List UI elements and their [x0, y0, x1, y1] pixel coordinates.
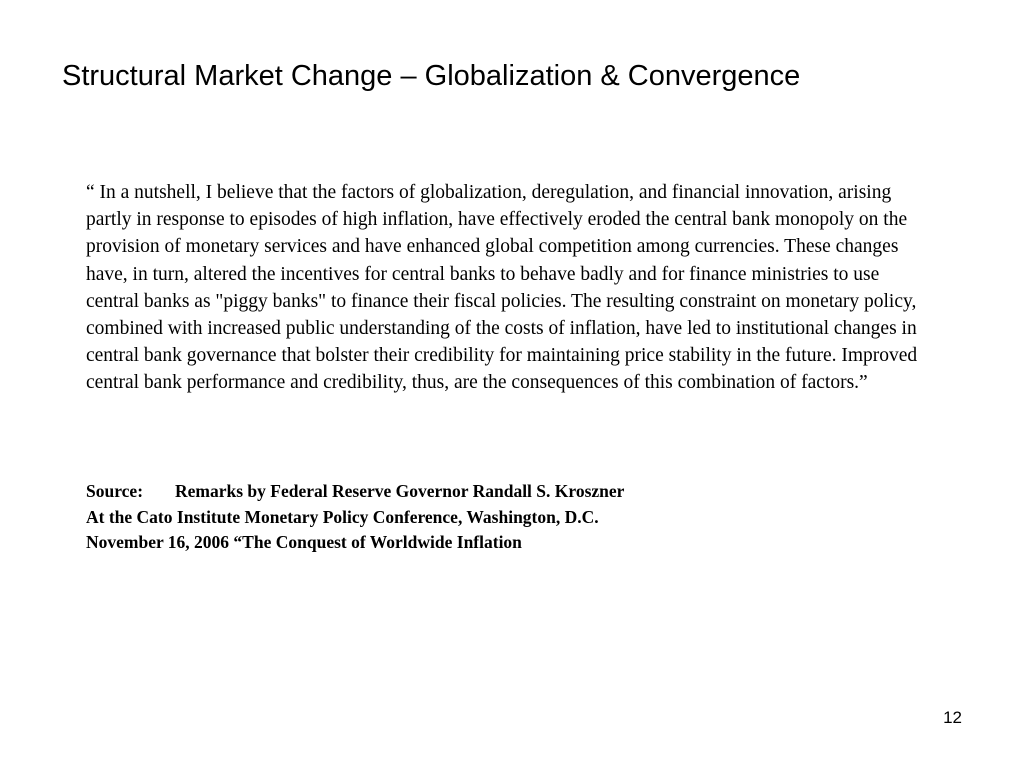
- source-remarks: Remarks by Federal Reserve Governor Randall S. Kroszner: [175, 481, 625, 501]
- page-number: 12: [943, 708, 962, 727]
- source-citation: [86, 479, 624, 556]
- source-line-3: November 16, 2006 “The Conquest of Worldwide Inflation: [86, 532, 522, 552]
- source-line-1: [86, 479, 624, 505]
- slide-title: Structural Market Change – Globalization & Convergence: [62, 60, 801, 92]
- quote-block: [86, 179, 936, 397]
- source-label: Source:: [86, 481, 144, 501]
- quote-text: “ In a nutshell, I believe that the factors of globalization, deregulation, and financial innovation, arising partly in response to episodes of high inflation, have effectively eroded the central bank monopoly on the provision of monetary services and have enhanced global competition among currencies. These changes have, in turn, altered the incentives for central banks to behave badly and for finance ministries to use central banks as "piggy banks" to finance their fiscal policies. The resulting constraint on monetary policy, combined with increased public understanding of the costs of inflation, have led to institutional changes in central bank governance that bolster their credibility for maintaining price stability in the future. Improved central bank performance and credibility, thus, are the consequences of this combination of factors.”: [86, 182, 918, 394]
- source-line-2: At the Cato Institute Monetary Policy Conference, Washington, D.C.: [86, 506, 599, 527]
